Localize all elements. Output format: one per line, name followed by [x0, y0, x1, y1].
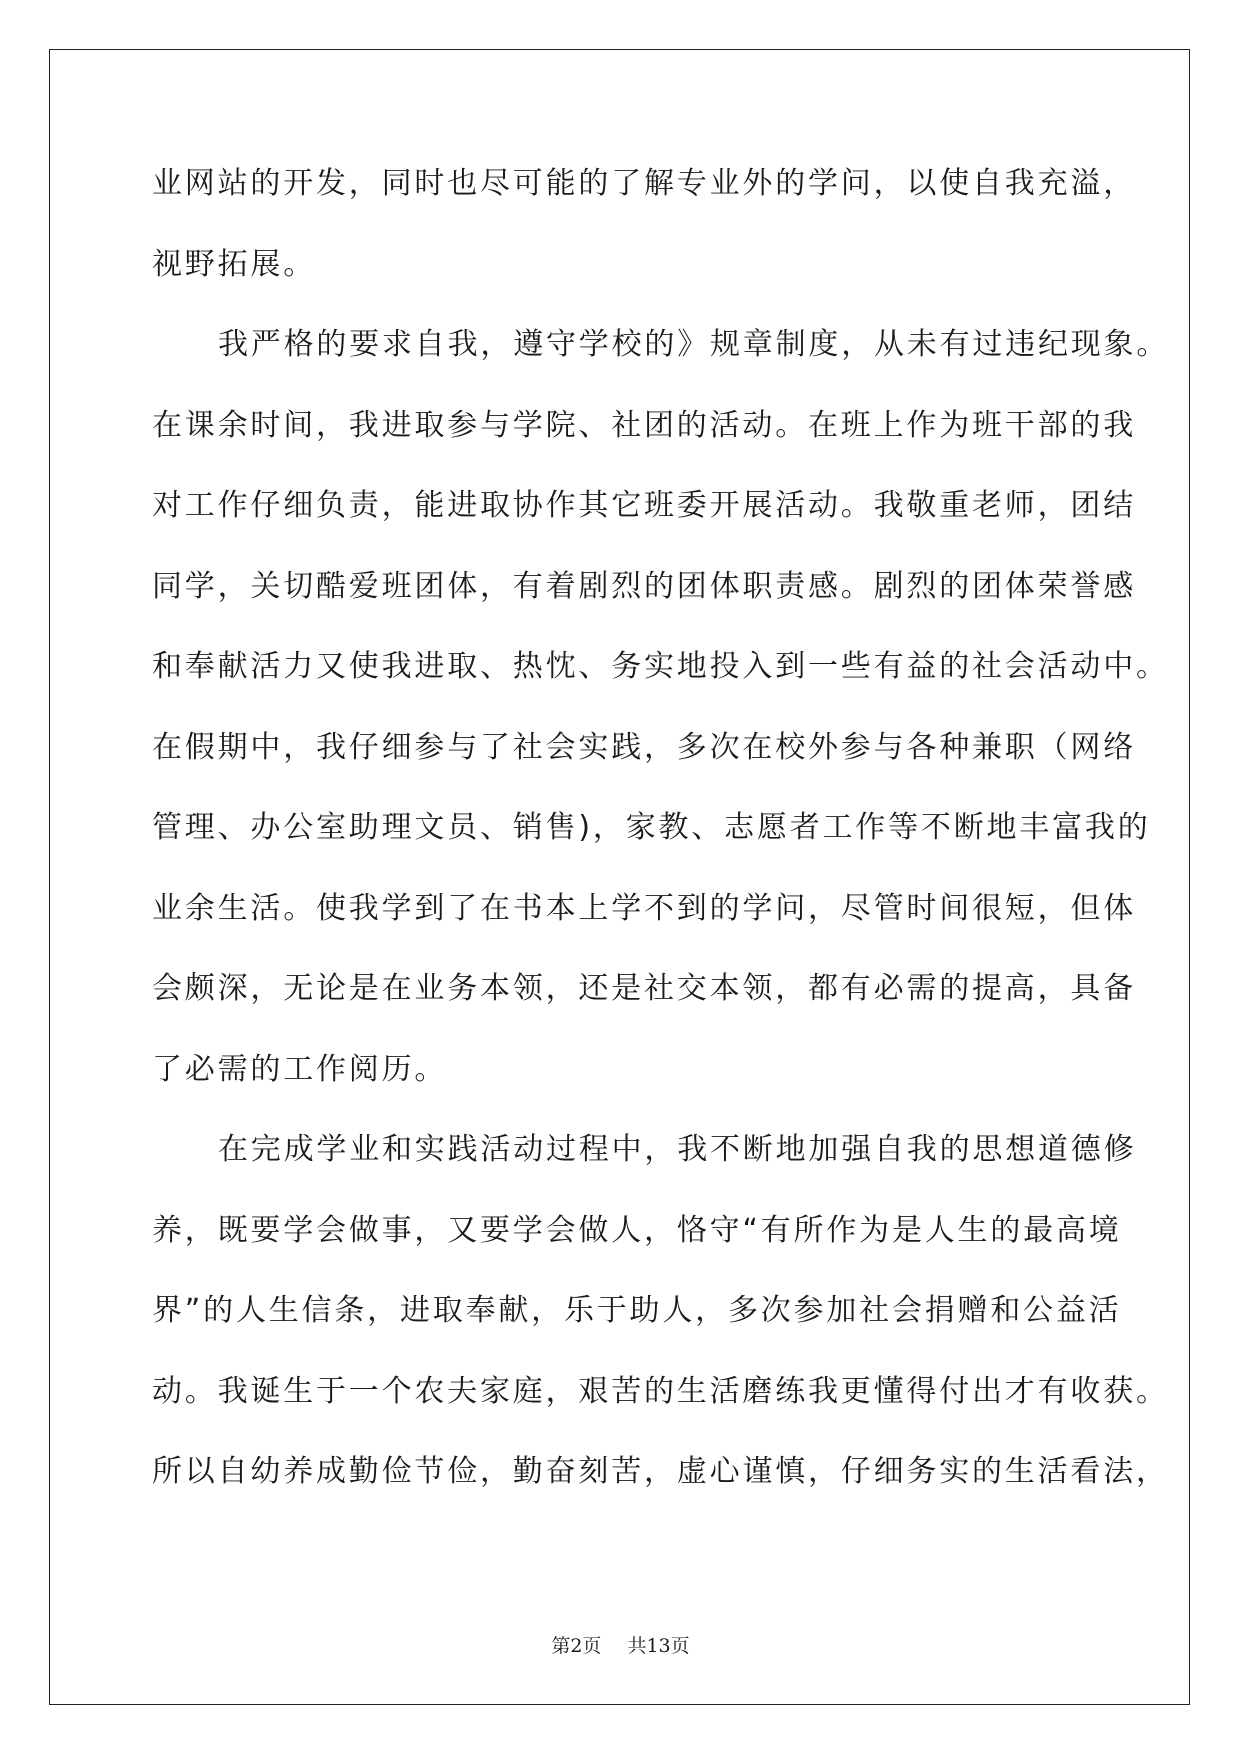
text-line: 对工作仔细负责，能进取协作其它班委开展活动。我敬重老师，团结 — [152, 488, 1136, 523]
text-line: 和奉献活力又使我进取、热忱、务实地投入到一些有益的社会活动中。 — [152, 649, 1169, 684]
text-line: 同学，关切酷爱班团体，有着剧烈的团体职责感。剧烈的团体荣誉感 — [152, 568, 1136, 604]
text-line: 我严格的要求自我，遵守学校的》规章制度，从未有过违纪现象。 — [218, 327, 1170, 362]
body-text — [152, 164, 1170, 1533]
text-line: 管理、办公室助理文员、销售)，家教、志愿者工作等不断地丰富我的 — [152, 810, 1151, 845]
text-line: 视野拓展。 — [152, 246, 316, 282]
text-line: 业网站的开发，同时也尽可能的了解专业外的学问，以使自我充溢， — [152, 166, 1136, 201]
text-line: 业余生活。使我学到了在书本上学不到的学问，尽管时间很短，但体 — [152, 890, 1136, 926]
text-line: 养，既要学会做事，又要学会做人，恪守“有所作为是人生的最高境 — [152, 1212, 1122, 1248]
page-total: 共13页 — [627, 1635, 690, 1657]
text-line: 动。我诞生于一个农夫家庭，艰苦的生活磨练我更懂得付出才有收获。 — [152, 1373, 1169, 1409]
text-line: 了必需的工作阅历。 — [152, 1051, 448, 1087]
text-line: 在假期中，我仔细参与了社会实践，多次在校外参与各种兼职（网络 — [152, 729, 1136, 765]
text-line: 在完成学业和实践活动过程中，我不断地加强自我的思想道德修 — [218, 1132, 1137, 1167]
page-number: 第2页 — [551, 1635, 602, 1657]
page-footer — [0, 1631, 1241, 1658]
text-line: 会颇深，无论是在业务本领，还是社交本领，都有必需的提高，具备 — [152, 971, 1136, 1006]
text-line: 所以自幼养成勤俭节俭，勤奋刻苦，虚心谨慎，仔细务实的生活看法， — [152, 1454, 1169, 1489]
text-line: 界”的人生信条，进取奉献，乐于助人，多次参加社会捐赠和公益活 — [152, 1293, 1122, 1328]
text-line: 在课余时间，我进取参与学院、社团的活动。在班上作为班干部的我 — [152, 407, 1136, 443]
